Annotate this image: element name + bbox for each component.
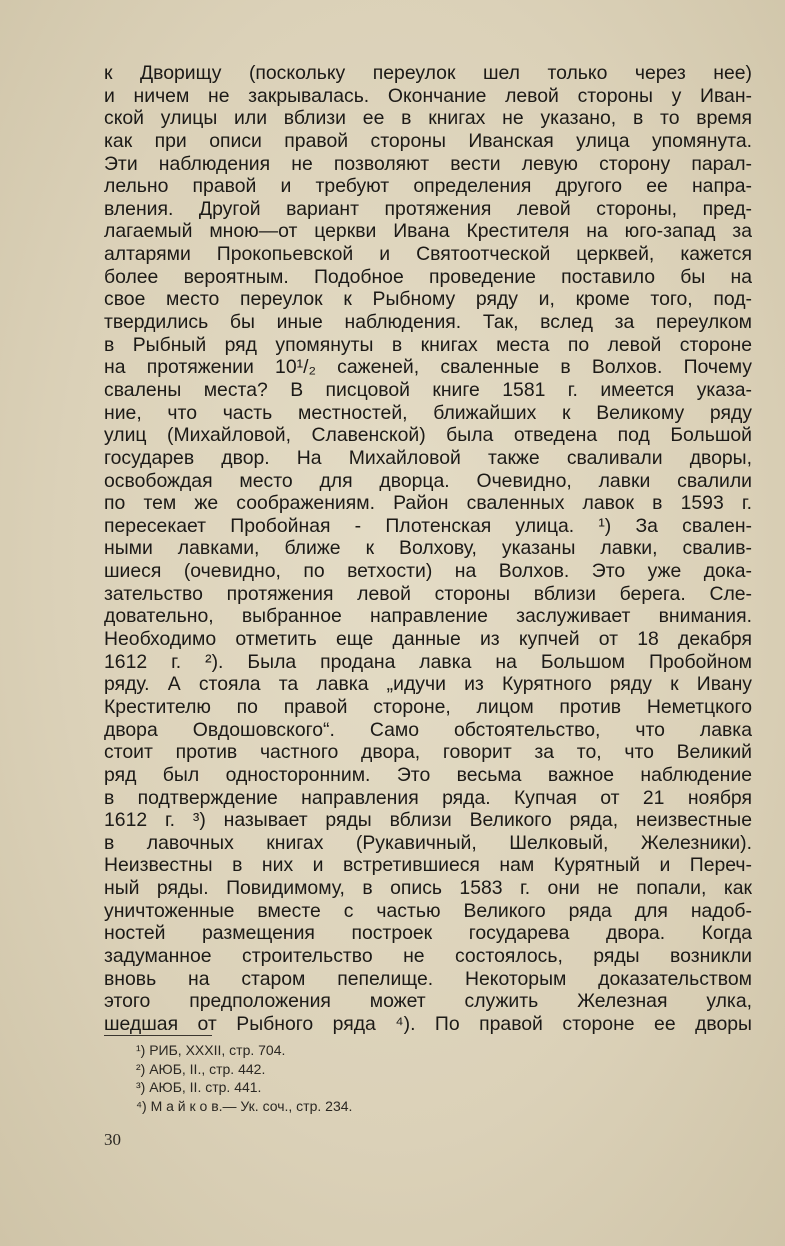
text-line: твердились бы иные наблюдения. Так, вслед за переулком <box>104 311 752 334</box>
page-number: 30 <box>104 1130 121 1149</box>
text-line: улиц (Михайловой, Славенской) была отведена под Большой <box>104 424 752 447</box>
text-line: лагаемый мною—от церкви Ивана Крестителя на юго-запад за <box>104 220 752 243</box>
text-line: этого предположения может служить Железная улка, <box>104 990 752 1013</box>
text-line: алтарями Прокопьевской и Святоотческой церквей, кажется <box>104 243 752 266</box>
text-line: свалены места? В писцовой книге 1581 г. имеется указа- <box>104 378 752 401</box>
text-line: освобождая место для дворца. Очевидно, лавки свалили <box>104 469 752 492</box>
text-line: к Дворищу (поскольку переулок шел только через нее) <box>104 62 752 84</box>
text-line: ряду. А стояла та лавка „идучи из Курятного ряду к Ивану <box>104 673 752 696</box>
text-line: ными лавками, ближе к Волхову, указаны лавки, свалив- <box>104 537 752 560</box>
text-line: Крестителю по правой стороне, лицом против Неметцкого <box>104 695 752 718</box>
text-line: 1612 г. ³) называет ряды вблизи Великого ряда, неизвестные <box>104 809 752 832</box>
text-line: зательство протяжения левой стороны вблизи берега. Сле- <box>104 582 752 605</box>
text-line: по тем же соображениям. Район сваленных лавок в 1593 г. <box>104 492 752 515</box>
footnote: ¹) РИБ, XXXII, стр. 704. <box>136 1042 286 1058</box>
text-line: Неизвестны в них и встретившиеся нам Курятный и Переч- <box>104 854 752 877</box>
text-line: вления. Другой вариант протяжения левой стороны, пред- <box>104 197 752 220</box>
footnote: ³) АЮБ, II. стр. 441. <box>136 1079 262 1096</box>
text-line: в лавочных книгах (Рукавичный, Шелковый, Железники). <box>104 831 752 854</box>
text-line: пересекает Пробойная - Плотенская улица. ¹) За свален- <box>104 514 752 537</box>
text-line: 1612 г. ²). Была продана лавка на Большом Пробойном <box>104 650 752 673</box>
footnote: ²) АЮБ, II., стр. 442. <box>136 1060 266 1077</box>
footnote-divider <box>104 1035 212 1036</box>
text-line: свое место переулок к Рыбному ряду и, кроме того, под- <box>104 288 752 311</box>
text-line: на протяжении 10¹/₂ саженей, сваленные в Волхов. Почему <box>104 356 752 379</box>
text-line: шедшая от Рыбного ряда ⁴). По правой стороне ее дворы <box>104 1012 752 1035</box>
text-line: двора Овдошовского“. Само обстоятельство, что лавка <box>104 718 752 741</box>
text-line: ской улицы или вблизи ее в книгах не указано, в то время <box>104 107 752 130</box>
footnote: ⁴) М а й к о в.— Ук. соч., стр. 234. <box>136 1098 353 1115</box>
text-line: стоит против частного двора, говорит за то, что Великий <box>104 741 752 764</box>
text-line: лельно правой и требуют определения другого ее напра- <box>104 175 752 198</box>
body-text <box>104 62 752 1036</box>
text-line: ностей размещения построек государева двора. Когда <box>104 922 752 945</box>
text-line: и ничем не закрывалась. Окончание левой стороны у Иван- <box>104 84 752 107</box>
text-line: ние, что часть местностей, ближайших к Великому ряду <box>104 401 752 424</box>
text-line: шиеся (очевидно, по ветхости) на Волхов. Это уже дока- <box>104 560 752 583</box>
text-line: ряд был односторонним. Это весьма важное наблюдение <box>104 763 752 786</box>
text-line: как при описи правой стороны Иванская улица упомянута. <box>104 129 752 152</box>
text-line: ный ряды. Повидимому, в опись 1583 г. они не попали, как <box>104 877 752 900</box>
text-line: довательно, выбранное направление заслуживает внимания. <box>104 605 752 628</box>
text-line: в подтверждение направления ряда. Купчая от 21 ноября <box>104 786 752 809</box>
text-line: Эти наблюдения не позволяют вести левую сторону парал- <box>104 152 752 175</box>
text-line: вновь на старом пепелище. Некоторым доказательством <box>104 967 752 990</box>
text-line: более вероятным. Подобное проведение поставило бы на <box>104 265 752 288</box>
text-line: Необходимо отметить еще данные из купчей от 18 декабря <box>104 628 752 651</box>
text-line: в Рыбный ряд упомянуты в книгах места по левой стороне <box>104 333 752 356</box>
text-line: уничтоженные вместе с частью Великого ряда для надоб- <box>104 899 752 922</box>
text-line: государев двор. На Михайловой также сваливали дворы, <box>104 446 752 469</box>
text-line: задуманное строительство не состоялось, ряды возникли <box>104 944 752 967</box>
footnotes <box>136 1041 352 1116</box>
